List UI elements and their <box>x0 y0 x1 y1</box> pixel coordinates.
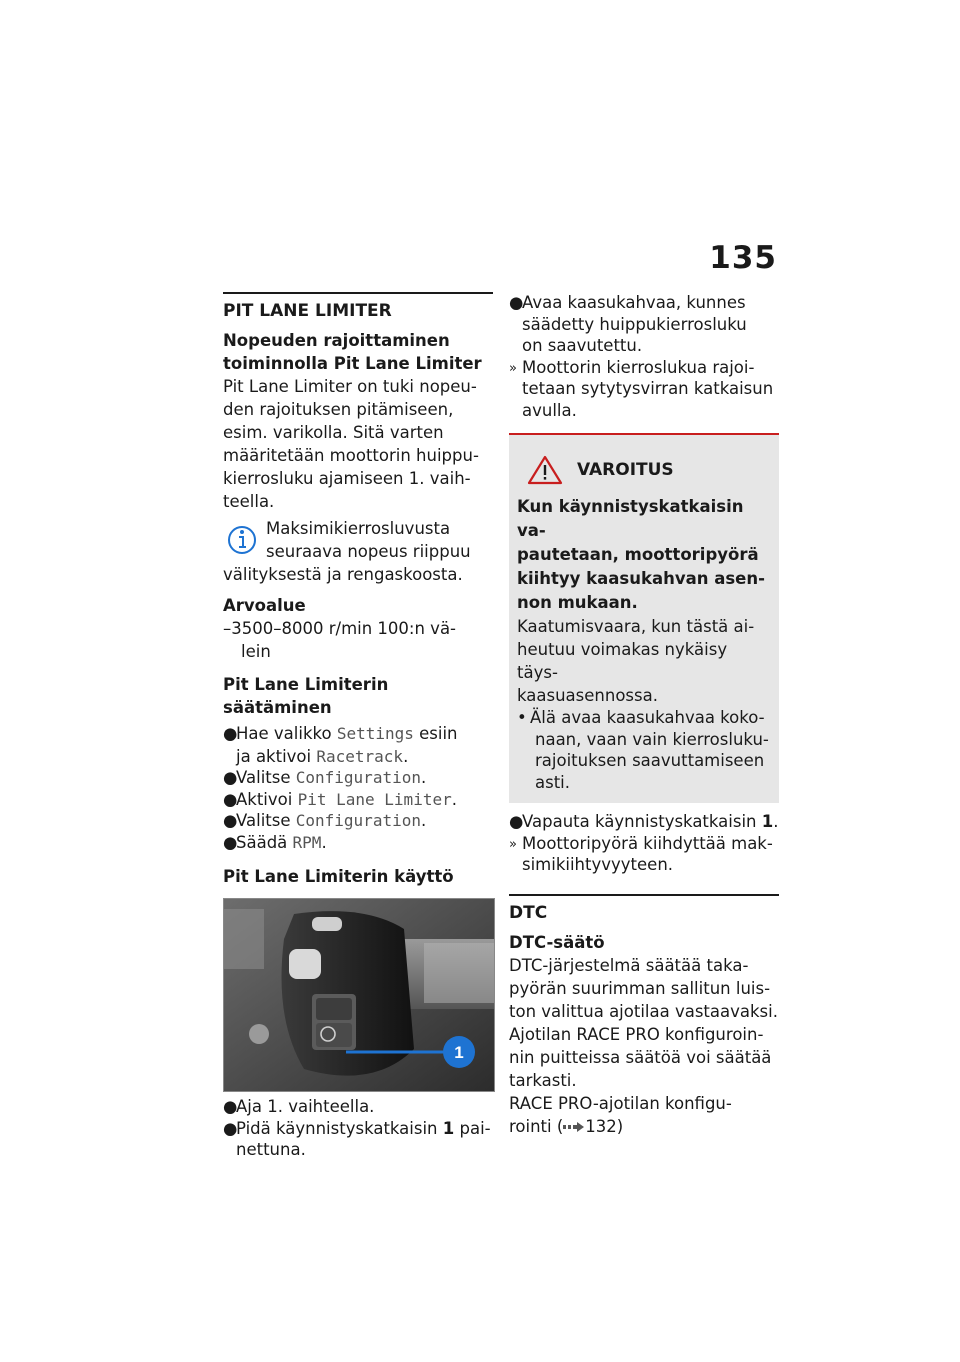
note-line: seuraava nopeus riippuu <box>266 542 471 561</box>
subhead-line: Nopeuden rajoittaminen <box>223 331 450 350</box>
step-text: säädetty huippukierrosluku <box>522 314 747 334</box>
step-text: esiin <box>413 724 458 743</box>
warning-bullets <box>517 707 771 793</box>
note-line: Maksimikierrosluvusta <box>266 519 451 538</box>
text-line: määritetään moottorin huippu- <box>223 446 479 465</box>
list-item <box>223 746 493 768</box>
step-text: Hae valikko <box>236 724 337 743</box>
menu-code: RPM <box>292 832 322 852</box>
result-icon: » <box>509 836 517 852</box>
result-icon: » <box>509 360 517 376</box>
step-text: . <box>773 812 779 831</box>
text-line: RACE PRO-ajotilan konfigu- <box>509 1093 732 1113</box>
list-item <box>509 400 779 422</box>
list-item <box>509 854 779 876</box>
step-text: Pidä käynnistyskatkaisin <box>236 1118 443 1138</box>
text-line: Ajotilan RACE PRO konfiguroin- <box>509 1024 764 1044</box>
step-text: Älä avaa kaasukahvaa koko- <box>530 708 765 727</box>
menu-code: Configuration <box>295 768 421 787</box>
step-text: Avaa kaasukahvaa, kunnes <box>522 293 746 312</box>
throttle-steps <box>509 292 779 421</box>
menu-code: Configuration <box>295 811 421 830</box>
step-text: tetaan sytytysvirran katkaisun <box>522 379 774 398</box>
step-text: . <box>321 832 327 852</box>
text-line: kaasuasennossa. <box>517 686 658 705</box>
range-value <box>223 617 493 663</box>
warning-box <box>509 433 779 803</box>
list-item <box>509 314 779 336</box>
step-text: Moottorin kierroslukua rajoi- <box>522 357 755 377</box>
range-line: –3500–8000 r/min 100:n vä- <box>223 619 457 638</box>
range-line: lein <box>241 642 271 661</box>
subhead-speed-limiting <box>223 329 493 375</box>
range-heading: Arvoalue <box>223 596 306 615</box>
list-item <box>509 335 779 357</box>
intro-paragraph <box>223 375 493 513</box>
section-title-dtc: DTC <box>509 894 779 923</box>
list-item <box>509 292 779 314</box>
note-line: välityksestä ja rengaskoosta. <box>223 565 463 584</box>
list-item <box>223 767 493 789</box>
callout-ref: 1 <box>761 812 774 831</box>
text-line: pautetaan, moottoripyörä <box>517 545 759 564</box>
bullet-icon: ● <box>509 293 524 312</box>
info-note <box>223 517 493 563</box>
text-line: ton valittua ajotilaa vastaavaksi. <box>509 1001 778 1021</box>
callout-1-label: 1 <box>454 1043 464 1062</box>
step-text: Aja 1. vaihteella. <box>236 1097 375 1116</box>
list-item <box>223 1118 493 1140</box>
step-text: simikiihtyvyyteen. <box>522 855 674 874</box>
text-line: heutuu voimakas nykäisy täys- <box>517 640 728 682</box>
list-item <box>509 811 779 833</box>
text-line: non mukaan. <box>517 593 638 612</box>
dtc-subhead: DTC-säätö <box>509 932 605 952</box>
step-text: . <box>420 811 427 830</box>
page-ref-arrow-icon <box>563 1121 585 1133</box>
step-text: Valitse <box>236 768 296 787</box>
list-item <box>223 832 493 854</box>
setup-steps <box>223 723 493 853</box>
menu-code: Pit Lane Limiter <box>297 789 452 809</box>
bullet-icon: ● <box>223 789 238 809</box>
step-text: Vapauta käynnistyskatkaisin <box>522 812 762 831</box>
step-text: . <box>451 789 457 809</box>
handlebar-switch-photo <box>223 898 495 1092</box>
step-text: Valitse <box>236 811 296 830</box>
warning-title: VAROITUS <box>577 460 674 480</box>
bullet-icon: ● <box>223 811 238 830</box>
page-number: 135 <box>709 240 777 276</box>
step-text: . <box>420 768 427 787</box>
release-steps <box>509 811 779 876</box>
step-text: rajoituksen saavuttamiseen <box>535 751 765 770</box>
warning-header <box>527 455 771 485</box>
right-column <box>509 292 779 1138</box>
dtc-paragraph <box>509 954 779 1138</box>
text-line: pyörän suurimman sallitun luis- <box>509 978 771 998</box>
list-item <box>517 707 771 729</box>
menu-code: Racetrack <box>316 746 404 766</box>
bullet-icon: ● <box>223 768 238 787</box>
step-text: naan, vaan vain kierrosluku- <box>535 729 769 749</box>
text-line: nin puitteissa säätöä voi säätää <box>509 1047 772 1067</box>
list-item <box>509 378 779 400</box>
bullet-icon: ● <box>223 1097 238 1116</box>
info-icon <box>225 521 259 555</box>
handlebar-switch-illustration <box>224 899 494 1091</box>
text-line: kiihtyy kaasukahvan asen- <box>517 569 765 588</box>
text-line: Kaatumisvaara, kun tästä ai- <box>517 617 755 636</box>
ref-page-number: 132 <box>585 1116 617 1136</box>
warning-lead <box>517 495 771 615</box>
text-line: teella. <box>223 492 275 511</box>
bullet-icon: ● <box>223 1118 238 1138</box>
text-line: kierrosluku ajamiseen 1. vaih- <box>223 469 471 488</box>
step-text: nettuna. <box>236 1140 306 1159</box>
text-line: DTC-järjestelmä säätää taka- <box>509 955 749 975</box>
step-text: Aktivoi <box>236 789 298 809</box>
subhead-line: toiminnolla Pit Lane Limiter <box>223 354 482 373</box>
text-line: Kun käynnistyskatkaisin va- <box>517 497 744 540</box>
use-heading: Pit Lane Limiterin käyttö <box>223 867 454 886</box>
setup-heading: Pit Lane Limiterin säätäminen <box>223 675 389 717</box>
section-title-pit-lane: PIT LANE LIMITER <box>223 292 493 321</box>
list-item <box>223 1139 493 1161</box>
left-column <box>223 292 493 1161</box>
text-line: esim. varikolla. Sitä varten <box>223 423 444 442</box>
bullet-icon: ● <box>223 832 238 852</box>
warning-text <box>517 615 771 707</box>
step-text: asti. <box>535 772 571 792</box>
step-text: pai- <box>454 1118 491 1138</box>
list-item <box>223 810 493 832</box>
step-text: ja aktivoi <box>236 746 317 766</box>
ref-text: ) <box>616 1116 624 1136</box>
step-text: Moottoripyörä kiihdyttää mak- <box>522 833 773 853</box>
step-text: avulla. <box>522 400 577 420</box>
ref-text: rointi ( <box>509 1116 564 1136</box>
bullet-icon: • <box>517 708 527 727</box>
text-line: tarkasti. <box>509 1070 577 1090</box>
step-text: . <box>403 746 409 766</box>
page-reference[interactable] <box>509 1115 779 1138</box>
list-item <box>517 729 771 751</box>
bullet-icon: ● <box>509 812 524 831</box>
list-item <box>223 789 493 811</box>
use-steps <box>223 1096 493 1161</box>
list-item <box>223 723 493 745</box>
text-line: Pit Lane Limiter on tuki nopeu- <box>223 377 477 396</box>
step-text: Säädä <box>236 832 293 852</box>
list-item <box>509 357 779 379</box>
list-item <box>517 750 771 772</box>
step-text: on saavutettu. <box>522 336 643 355</box>
list-item <box>223 1096 493 1118</box>
list-item <box>517 772 771 794</box>
text-line: den rajoituksen pitämiseen, <box>223 400 454 419</box>
bullet-icon: ● <box>223 724 238 743</box>
list-item <box>509 833 779 855</box>
callout-ref: 1 <box>442 1118 455 1138</box>
menu-code: Settings <box>336 724 414 743</box>
warning-triangle-icon <box>527 455 563 485</box>
